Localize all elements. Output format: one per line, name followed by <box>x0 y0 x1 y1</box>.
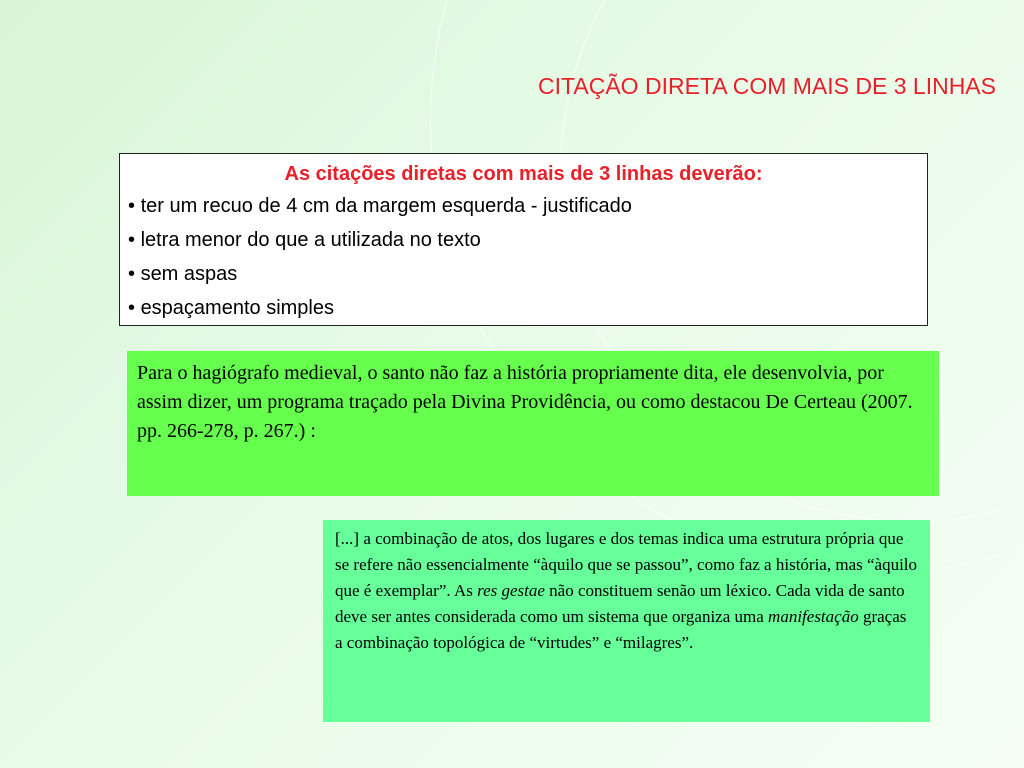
rules-list <box>128 189 919 325</box>
intro-paragraph: Para o hagiógrafo medieval, o santo não faz a história propriamente dita, ele desenvolvia, por assim dizer, um programa traçado pela Divina Providência, ou como destacou De Certeau (2007. pp. 266-278, p. 267.) : <box>137 362 913 442</box>
rule-item: • letra menor do que a utilizada no texto <box>128 223 919 257</box>
quotation-text: graças a combinação topológica de “virtudes” e “milagres”. <box>335 607 907 652</box>
rules-box <box>119 153 928 326</box>
rules-heading: As citações diretas com mais de 3 linhas deverão: <box>284 163 763 185</box>
slide-title: CITAÇÃO DIRETA COM MAIS DE 3 LINHAS <box>538 73 996 100</box>
quotation-text: não constituem senão um léxico. Cada vida de santo deve ser antes considerada como um sistema que organiza uma <box>335 581 905 626</box>
rule-item: • espaçamento simples <box>128 291 919 325</box>
long-quotation-box <box>323 520 930 722</box>
quotation-italic-term: manifestação <box>768 607 859 626</box>
rule-item: • ter um recuo de 4 cm da margem esquerda - justificado <box>128 189 919 223</box>
quotation-italic-term: res gestae <box>477 581 545 600</box>
intro-paragraph-box <box>127 351 939 496</box>
quotation-text: [...] a combinação de atos, dos lugares e dos temas indica uma estrutura própria que se refere não essencialmente “àquilo que se passou”, como faz a história, mas “àquilo que é exemplar”. As <box>335 529 918 600</box>
rule-item: • sem aspas <box>128 257 919 291</box>
